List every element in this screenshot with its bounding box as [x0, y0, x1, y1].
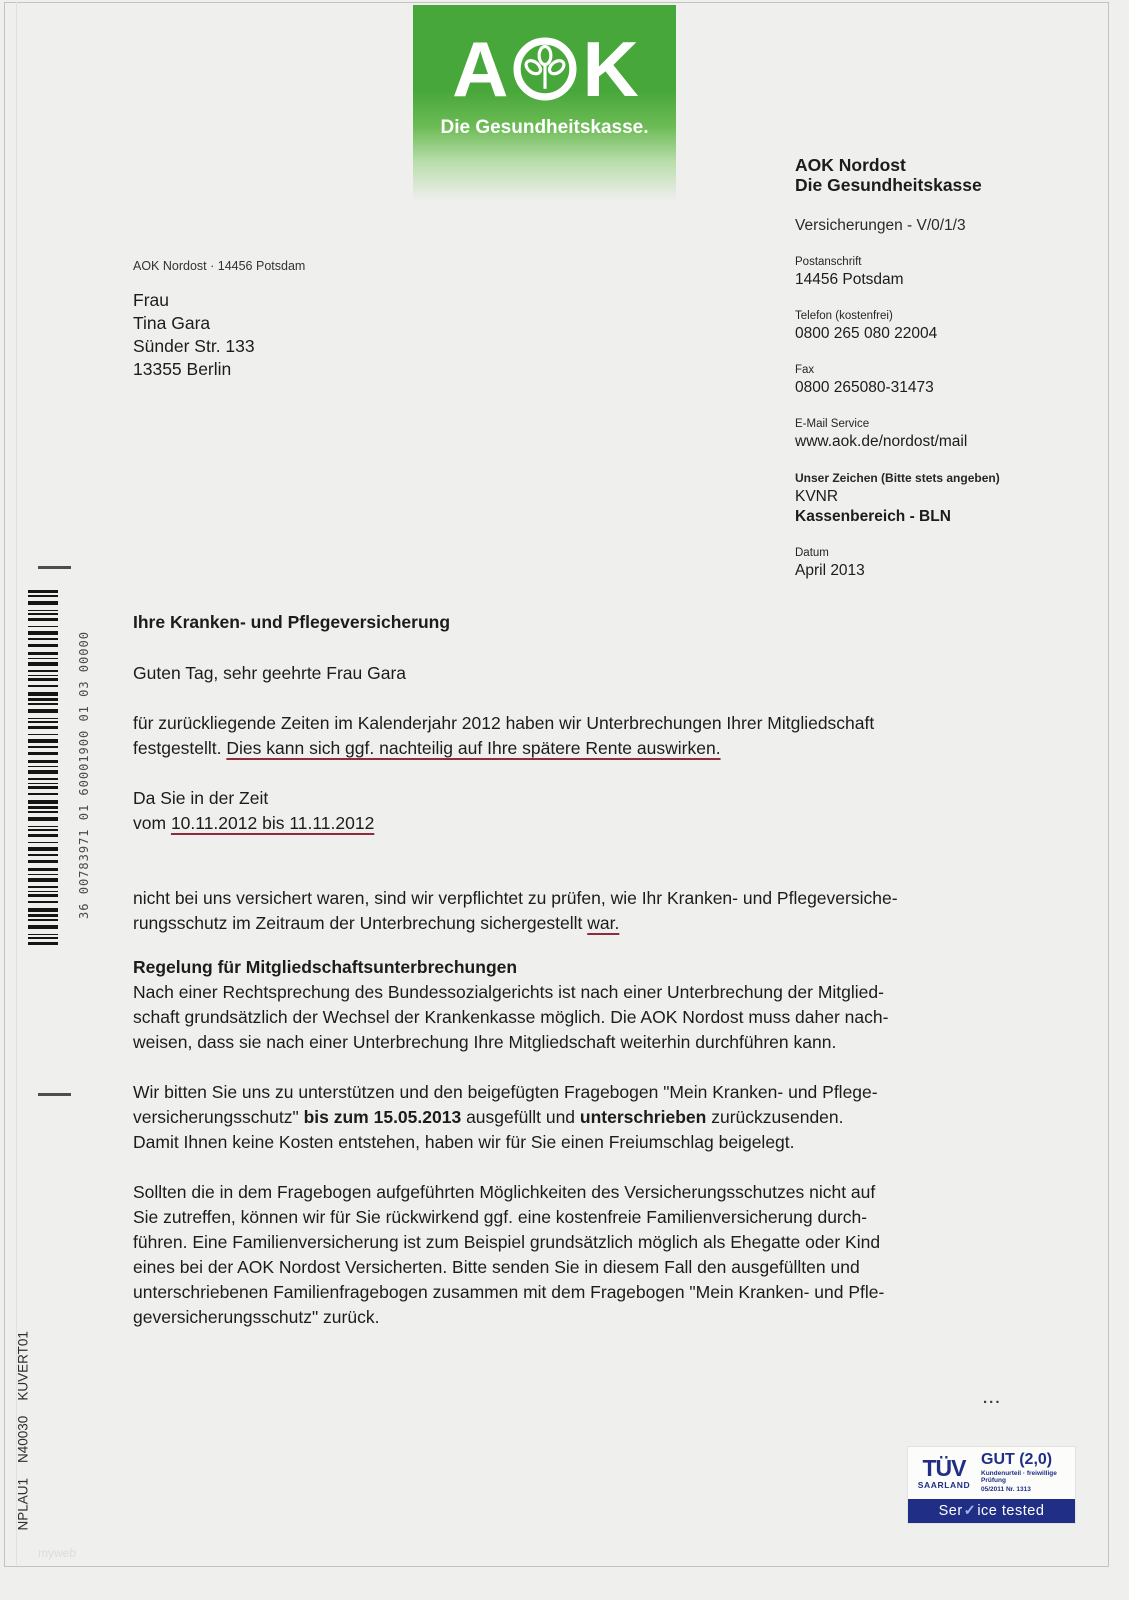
recipient-address-line: Sünder Str. 133: [133, 336, 255, 356]
paragraph-line: schaft grundsätzlich der Wechsel der Krankenkasse möglich. Die AOK Nordost muss daher nach-: [133, 1007, 889, 1027]
paragraph-line: Regelung für Mitgliedschaftsunterbrechungen: [133, 957, 518, 977]
paragraph-line: nicht bei uns versichert waren, sind wir verpflichtet zu prüfen, wie Ihr Kranken- und Pflegeversiche-: [133, 888, 898, 908]
paragraph-line: Damit Ihnen keine Kosten entstehen, haben wir für Sie einen Freiumschlag beigelegt.: [133, 1132, 795, 1152]
letter-paragraphs: [133, 711, 1074, 1330]
recipient-address-line: Tina Gara: [133, 313, 211, 333]
fax-value: 0800 265080-31473: [795, 379, 934, 397]
paragraph-line: geversicherungsschutz" zurück.: [133, 1307, 380, 1327]
barcode: [28, 590, 58, 948]
date-label: Datum: [795, 546, 829, 559]
fold-mark-bottom: [38, 1093, 71, 1096]
sender-name: AOK Nordost: [795, 155, 906, 175]
reference-label: Unser Zeichen (Bitte stets angeben): [795, 471, 1000, 486]
paragraph-line: weisen, dass sie nach einer Unterbrechung Ihre Mitgliedschaft weiterhin durchführen kann.: [133, 1032, 837, 1052]
fax-label: Fax: [795, 364, 815, 377]
phone-value: 0800 265 080 22004: [795, 325, 938, 343]
aok-logo-letter-a: A: [452, 25, 507, 113]
paragraph-line: Wir bitten Sie uns zu unterstützen und den beigefügten Fragebogen "Mein Kranken- und Pflege-: [133, 1082, 878, 1102]
aok-logo: [413, 5, 676, 201]
watermark-text: myweb: [38, 1546, 77, 1560]
paragraph-line: versicherungsschutz" bis zum 15.05.2013 ausgefüllt und unterschrieben zurückzusenden.: [133, 1107, 844, 1127]
postal-value: 14456 Potsdam: [795, 271, 904, 289]
phone-label: Telefon (kostenfrei): [795, 310, 893, 323]
tuev-logo: [913, 1454, 975, 1490]
sender-department: Versicherungen - V/0/1/3: [795, 217, 966, 235]
fold-mark-top: [38, 566, 71, 569]
tuev-banner-text-post: ice tested: [977, 1503, 1045, 1519]
tuev-region-text: SAARLAND: [917, 1479, 971, 1490]
tuev-banner-text-pre: Ser: [938, 1503, 963, 1519]
return-address-line: AOK Nordost · 14456 Potsdam: [133, 259, 306, 273]
sender-header: [795, 155, 1115, 580]
sender-subtitle: Die Gesundheitskasse: [795, 175, 982, 196]
reference-value-kassenbereich: Kassenbereich - BLN: [795, 507, 951, 525]
recipient-address: [133, 289, 255, 381]
tuev-detail-line2: 05/2011 Nr. 1313: [981, 1485, 1031, 1493]
paragraph-line: für zurückliegende Zeiten im Kalenderjahr 2012 haben wir Unterbrechungen Ihrer Mitgliedschaft: [133, 713, 875, 733]
aok-logo-letters: [413, 25, 676, 113]
paragraph-line: rungsschutz im Zeitraum der Unterbrechung sichergestellt war.: [133, 913, 620, 933]
continuation-dots: ...: [983, 1390, 1002, 1407]
paragraph: [133, 1180, 1074, 1330]
tuev-seal-top: [908, 1447, 1075, 1499]
email-label: E-Mail Service: [795, 418, 870, 431]
paragraph: [133, 711, 1074, 761]
letter-salutation: Guten Tag, sehr geehrte Frau Gara: [133, 663, 407, 683]
paragraph-line: unterschriebenen Familienfragebogen zusammen mit dem Fragebogen "Mein Kranken- und Pfle-: [133, 1282, 885, 1302]
postal-label: Postanschrift: [795, 256, 862, 269]
reference-value-kvnr: KVNR: [795, 487, 839, 505]
tuev-detail-line1: Kundenurteil · freiwillige Prüfung: [981, 1470, 1057, 1484]
paragraph-line: vom 10.11.2012 bis 11.11.2012: [133, 813, 375, 833]
tuev-seal: [908, 1447, 1075, 1523]
paragraph-line: eines bei der AOK Nordost Versicherten. Bitte senden Sie in diesem Fall den ausgefüllten und: [133, 1257, 860, 1277]
letter-subject: Ihre Kranken- und Pflegeversicherung: [133, 612, 451, 632]
tuev-grade-block: [975, 1452, 1070, 1493]
tuev-service-tested-banner: [908, 1499, 1075, 1523]
recipient-address-line: 13355 Berlin: [133, 359, 232, 379]
print-form-codes: NPLAU1 N40030 KUVERT01: [15, 1331, 31, 1531]
aok-logo-letter-k: K: [582, 25, 637, 113]
aok-leaf-ring-icon: [509, 33, 581, 105]
aok-logo-tagline: Die Gesundheitskasse.: [440, 117, 649, 138]
tuev-grade: GUT (2,0): [981, 1451, 1053, 1469]
recipient-address-line: Frau: [133, 290, 169, 310]
date-value: April 2013: [795, 561, 865, 579]
paragraph-line: Sie zutreffen, können wir für Sie rückwirkend ggf. eine kostenfreie Familienversicherung durch-: [133, 1207, 868, 1227]
paragraph-line: Sollten die in dem Fragebogen aufgeführten Möglichkeiten des Versicherungsschutzes nicht auf: [133, 1182, 876, 1202]
paragraph-line: Da Sie in der Zeit: [133, 788, 269, 808]
barcode-number: 36 00783971 01 60001900 01 03 00000: [77, 631, 91, 919]
paragraph: [133, 786, 1074, 836]
paragraph: [133, 886, 1074, 936]
tuev-brand-text: TÜV: [922, 1454, 966, 1481]
paragraph: [133, 955, 1074, 1055]
tuev-checkmark-icon: ✓: [963, 1503, 977, 1519]
paragraph-line: festgestellt. Dies kann sich ggf. nachteilig auf Ihre spätere Rente auswirken.: [133, 738, 721, 758]
paragraph: [133, 1080, 1074, 1155]
paragraph-line: Nach einer Rechtsprechung des Bundessozialgerichts ist nach einer Unterbrechung der Mitglied-: [133, 982, 884, 1002]
paragraph-line: führen. Eine Familienversicherung ist zum Beispiel grundsätzlich möglich als Ehegatte oder Kind: [133, 1232, 881, 1252]
letter-body: [133, 610, 1074, 1330]
email-value: www.aok.de/nordost/mail: [795, 433, 968, 451]
